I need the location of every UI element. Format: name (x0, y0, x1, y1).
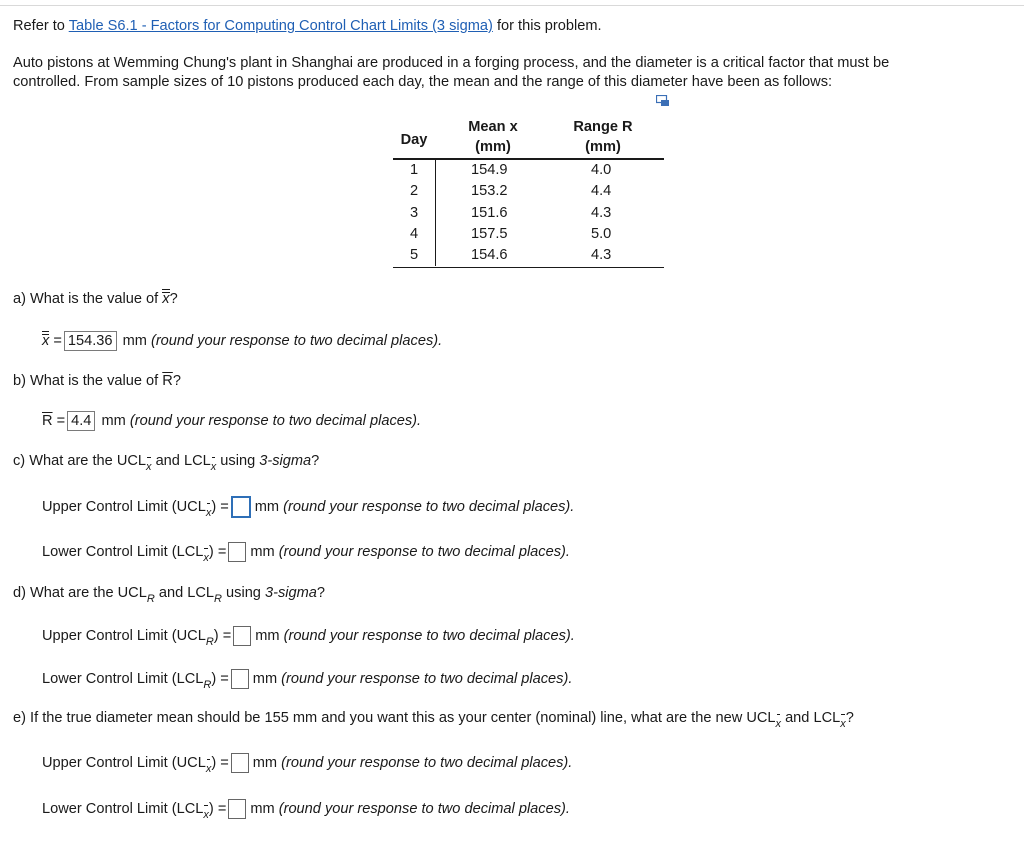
ucl-xbar-input[interactable] (231, 496, 251, 518)
table-header (393, 112, 664, 160)
answer-a-field[interactable]: 154.36 (64, 331, 117, 351)
lcl-xbar-row: Lower Control Limit (LCLx) = mm (round your response to two decimal places). (42, 542, 570, 562)
answer-b-field[interactable]: 4.4 (67, 411, 95, 431)
question-e: e) If the true diameter mean should be 155 mm and you want this as your center (nominal) line, what are the new UCLx and LCLx? (13, 709, 854, 728)
new-lcl-xbar-input[interactable] (228, 799, 246, 819)
sample-data-table (393, 112, 664, 268)
table-row: 5 154.6 4.3 (393, 245, 664, 266)
header-day: Day (400, 132, 428, 148)
top-divider (0, 5, 1024, 6)
question-c: c) What are the UCLx and LCLx using 3-sigma? (13, 452, 319, 471)
copy-table-icon[interactable] (656, 95, 670, 107)
lcl-xbar-input[interactable] (228, 542, 246, 562)
answer-b-row: $\overline{R} = 4.4$ mm (round your response to two decimal places). (42, 413, 422, 429)
lcl-r-row: Lower Control Limit $(LCL_R)$ = mm (round your response to two decimal places). (42, 670, 573, 691)
ucl-r-row: Upper Control Limit $(UCL_R)$ = mm (round your response to two decimal places). (42, 627, 575, 648)
header-mean: Mean x (mm) (468, 119, 518, 155)
new-ucl-xbar-input[interactable] (231, 753, 249, 773)
lcl-r-input[interactable] (231, 669, 249, 689)
table-body (393, 160, 664, 268)
table-row: 4 157.5 5.0 (393, 224, 664, 245)
ucl-xbar-row: Upper Control Limit (UCLx) = mm (round your response to two decimal places). (42, 496, 574, 518)
header-range: Range R (mm) (573, 119, 633, 155)
new-ucl-xbar-row: Upper Control Limit (UCLx) = mm (round your response to two decimal places). (42, 753, 572, 773)
question-a: a) What is the value of x? (13, 291, 178, 307)
table-row: 3 151.6 4.3 (393, 203, 664, 224)
ucl-r-input[interactable] (233, 626, 251, 646)
problem-text-line1: Auto pistons at Wemming Chung's plant in Shanghai are produced in a forging process, and the diameter is a critical factor that must be (13, 55, 890, 71)
question-b: b) What is the value of $\overline{R}$? (13, 373, 181, 389)
problem-text-line2: controlled. From sample sizes of 10 pistons produced each day, the mean and the range of this diameter have been as follows: (13, 74, 833, 90)
table-row: 1 154.9 4.0 (393, 160, 664, 181)
question-d: d) What are the $UCL_R$ and $LCL_R$ using 3-sigma? (13, 585, 326, 605)
answer-a-row: x = 154.36 mm (round your response to two decimal places). (42, 333, 443, 349)
new-lcl-xbar-row: Lower Control Limit (LCLx) = mm (round your response to two decimal places). (42, 799, 570, 819)
intro-line: Refer to Table S6.1 - Factors for Computing Control Chart Limits (3 sigma) for this problem. (13, 18, 602, 34)
table-s6-1-link[interactable]: Table S6.1 - Factors for Computing Control Chart Limits (3 sigma) (68, 18, 493, 34)
table-row: 2 153.2 4.4 (393, 181, 664, 202)
